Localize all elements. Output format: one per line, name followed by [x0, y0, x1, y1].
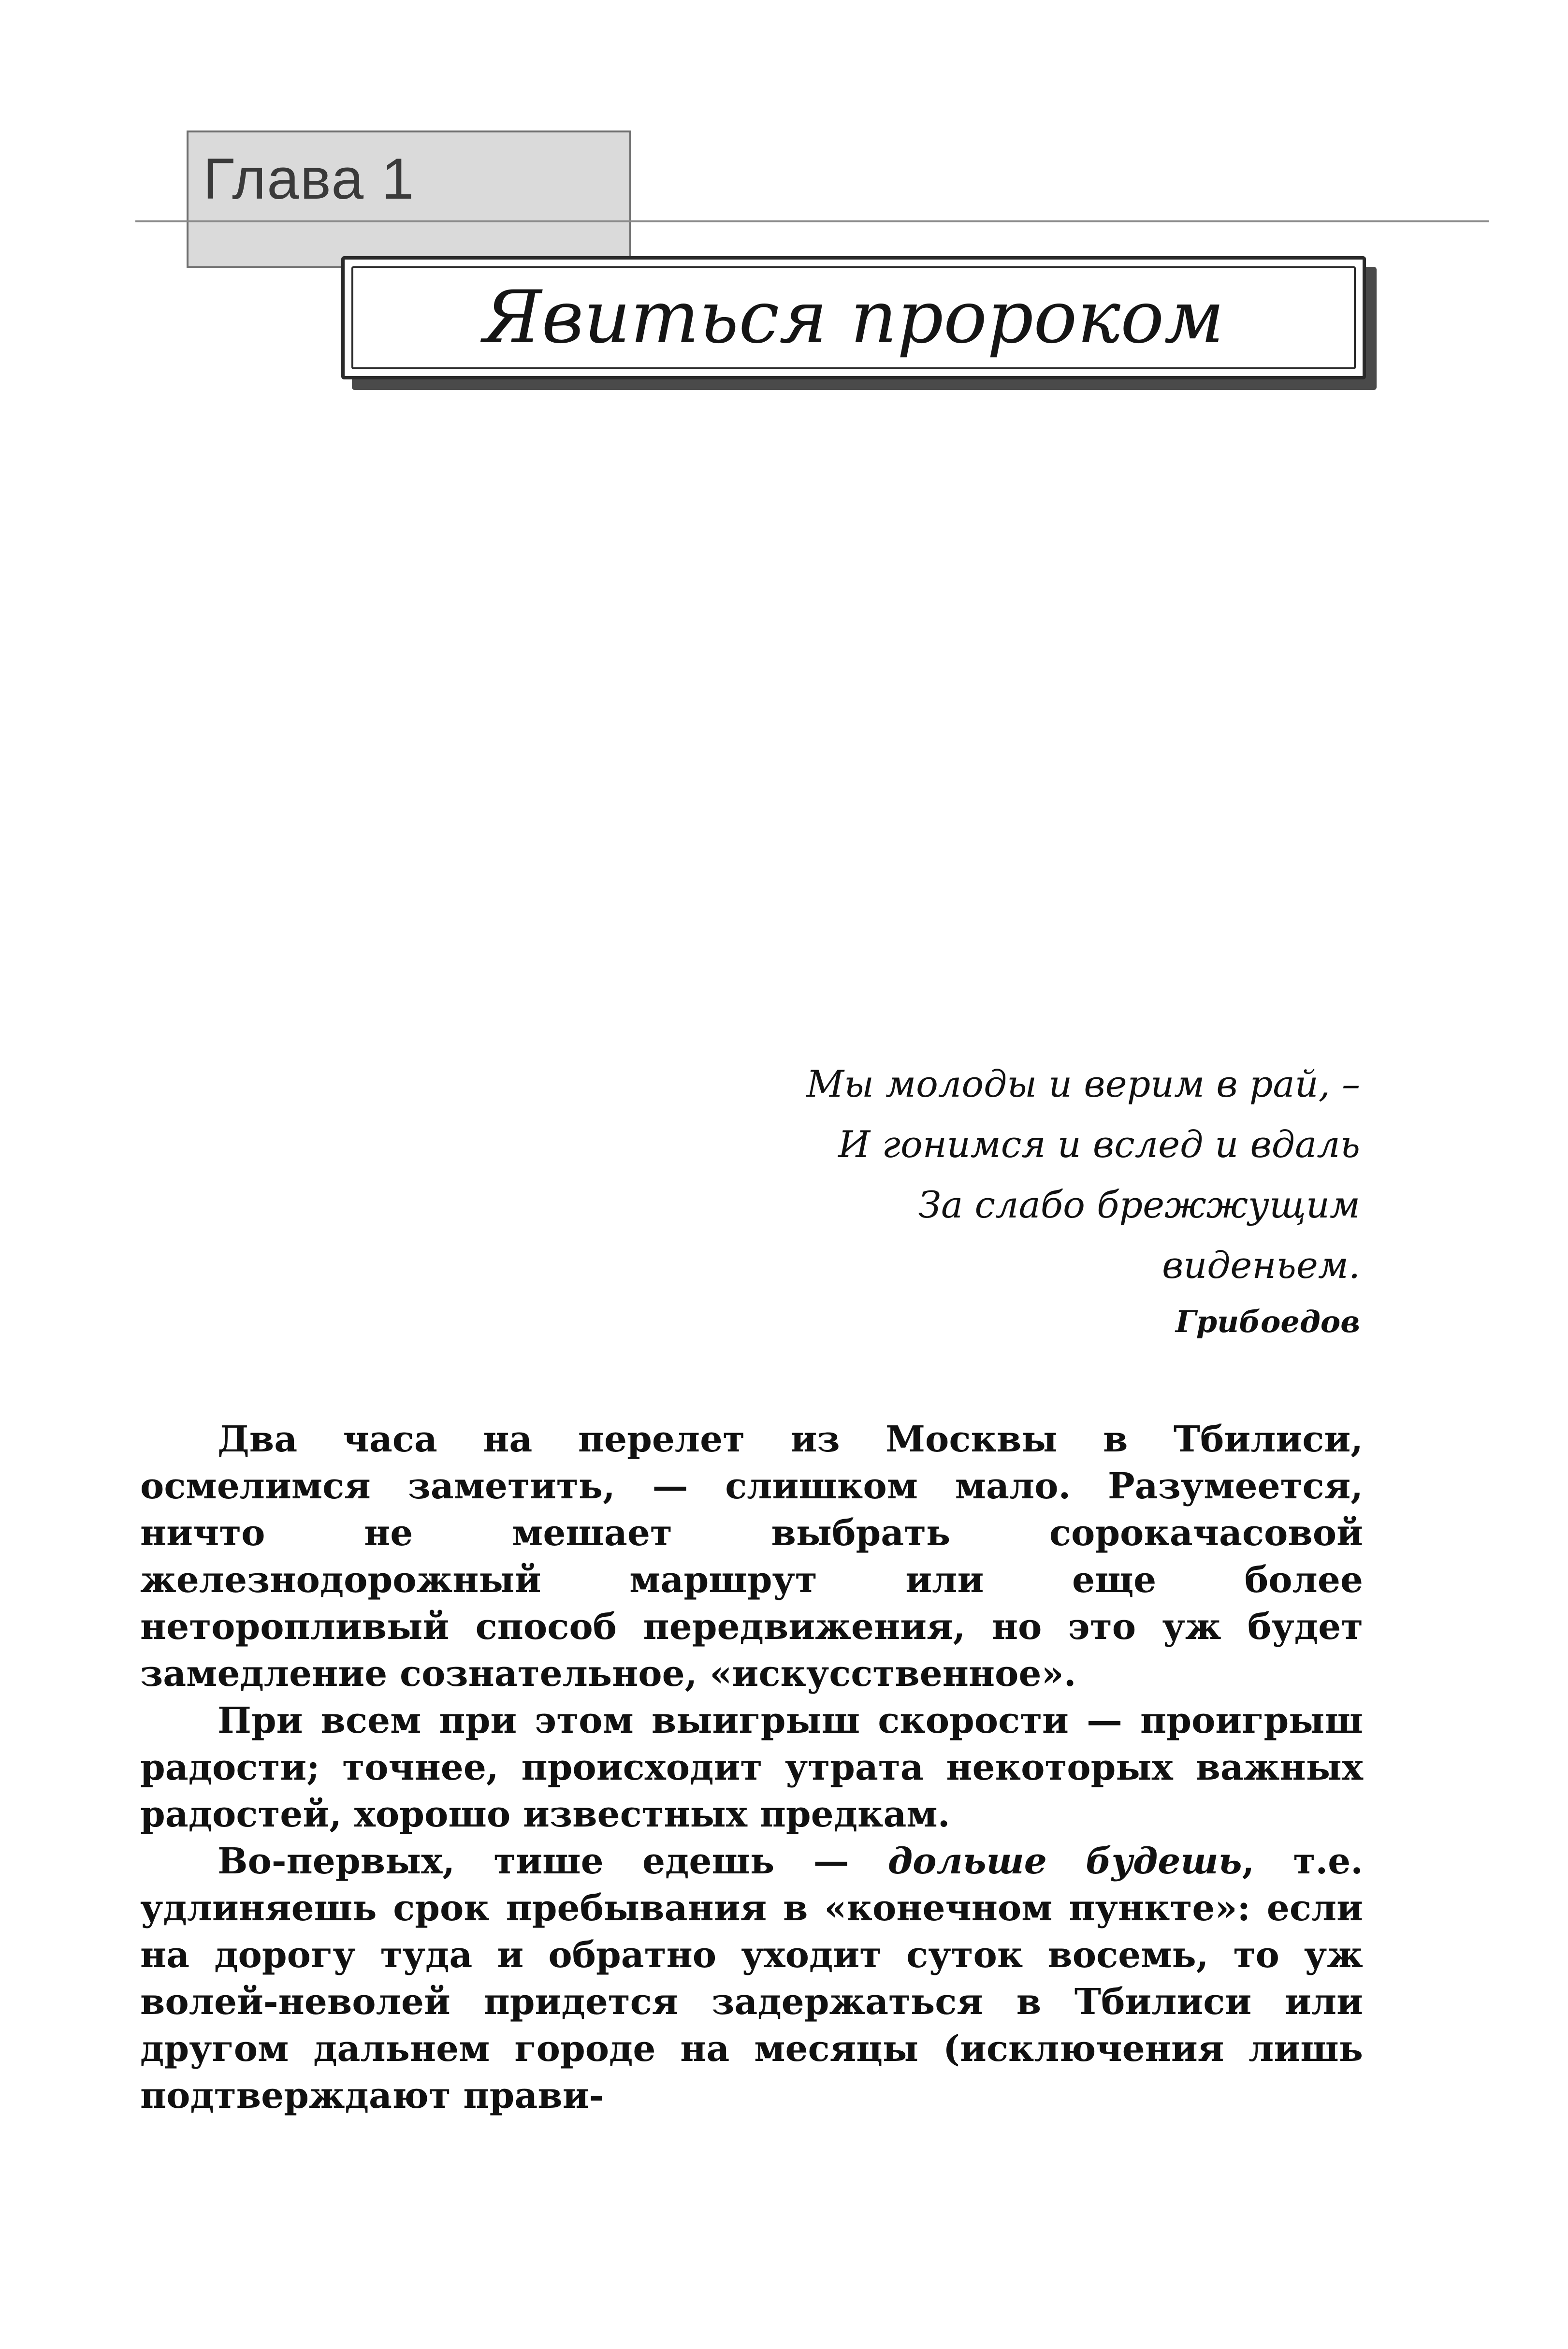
paragraph-text: , т.е. удлиняешь срок пребывания в «конечном пункте»: если на дорогу туда и обратно уходит суток восемь, то уж волей-неволей придется задержаться в Тбилиси или другом дальнем городе на месяцы (исключения лишь подтверждают прави-	[140, 1841, 1363, 2117]
paragraph-text: Во-первых, тише едешь —	[218, 1841, 888, 1882]
chapter-title: Явиться пророком	[483, 276, 1224, 360]
paragraph	[140, 1838, 1363, 2119]
emphasized-phrase: дольше будешь	[887, 1841, 1242, 1882]
epigraph-line: И гонимся и вслед и вдаль	[838, 1123, 1360, 1166]
epigraph	[806, 1054, 1360, 1348]
header-rule	[135, 220, 1489, 222]
epigraph-line: Мы молоды и верим в рай, –	[806, 1062, 1360, 1105]
body-text	[140, 1416, 1363, 2119]
paragraph: При всем при этом выигрыш скорости — проигрыш радости; точнее, происходит утрата некоторых важных радостей, хорошо известных предкам.	[140, 1700, 1363, 1835]
chapter-label: Глава 1	[203, 146, 415, 211]
epigraph-line: За слабо брежжущим	[918, 1183, 1360, 1226]
paragraph: Два часа на перелет из Москвы в Тбилиси, осмелимся заметить, — слишком мало. Разумеется, ничто не мешает выбрать сорокачасовой железнодорожный маршрут или еще более неторопливый способ передвижения, но это уж будет замедление сознательное, «искусственное».	[140, 1419, 1363, 1695]
epigraph-author: Грибоедов	[1176, 1304, 1360, 1339]
epigraph-line: виденьем.	[1162, 1244, 1360, 1287]
